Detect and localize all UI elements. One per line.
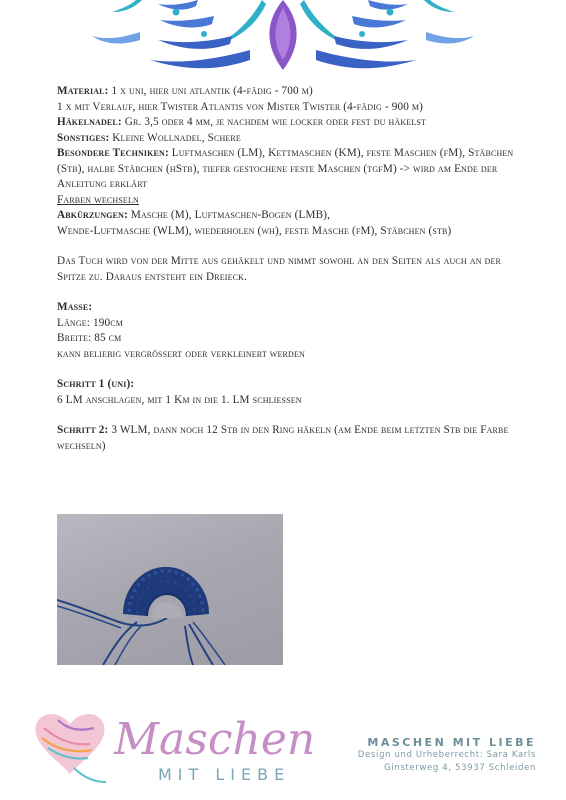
techniken-text: Luftmaschen (LM), Kettmaschen (KM), feste Maschen (fM), Stäbchen (Stb), halbe Stäbchen (hStb), tiefer gestochene feste Maschen (tgfM) -> wird am Ende der Anleitung erklärt bbox=[57, 147, 514, 190]
farben-wechseln-link[interactable]: Farben wechseln bbox=[57, 193, 139, 206]
techniken-label: Besondere Techniken: bbox=[57, 147, 169, 159]
masse-note: kann beliebig vergrössert oder verkleinert werden bbox=[57, 347, 305, 360]
abkuerzungen-line bbox=[57, 208, 517, 224]
abkuerzungen-label: Abkürzungen: bbox=[57, 209, 128, 221]
material-label: Material: bbox=[57, 85, 109, 97]
schritt1-label: Schritt 1 (uni): bbox=[57, 378, 135, 390]
sonstiges-line bbox=[57, 131, 517, 147]
material-text-1: 1 x uni, hier uni atlantik (4-fädig - 700 m) bbox=[108, 85, 313, 97]
schritt1-text: 6 LM anschlagen, mit 1 Km in die 1. LM schliessen bbox=[57, 393, 302, 406]
masse-label: Masse: bbox=[57, 301, 93, 313]
floral-ornament bbox=[0, 0, 566, 84]
abkuerzungen-text-1: Masche (M), Luftmaschen-Bogen (LMB), bbox=[127, 209, 331, 221]
haekelnadel-line bbox=[57, 115, 517, 131]
schritt2-label: Schritt 2: bbox=[57, 424, 109, 436]
brand-logo bbox=[30, 698, 320, 788]
schritt2-line bbox=[57, 423, 517, 454]
sonstiges-label: Sonstiges: bbox=[57, 131, 110, 144]
instructions-text bbox=[57, 84, 517, 454]
footer-info bbox=[358, 736, 536, 775]
intro-paragraph: Das Tuch wird von der Mitte aus gehäkelt und nimmt sowohl an den Seiten als auch an der Spitze zu. Daraus entsteht ein Dreieck. bbox=[57, 255, 502, 283]
masse-breite: Breite: 85 cm bbox=[57, 332, 122, 344]
schritt2-text: 3 WLM, dann noch 12 Stb in den Ring häkeln (am Ende beim letzten Stb die Farbe wechseln) bbox=[57, 424, 509, 452]
techniken-line bbox=[57, 146, 517, 193]
material-line-2: 1 x mit Verlauf, hier Twister Atlantis von Mister Twister (4-fädig - 900 m) bbox=[57, 100, 424, 113]
haekelnadel-text: Gr. 3,5 oder 4 mm, je nachdem wie locker oder fest du häkelst bbox=[121, 116, 427, 128]
crochet-photo bbox=[57, 514, 283, 665]
abkuerzungen-line-2: Wende-Luftmasche (WLM), wiederholen (wh), feste Masche (fM), Stäbchen (stb) bbox=[57, 224, 452, 237]
footer-address: Ginsterweg 4, 53937 Schleiden bbox=[384, 763, 536, 773]
masse-laenge: Länge: 190cm bbox=[57, 316, 123, 329]
logo-script-text: Maschen bbox=[114, 714, 316, 765]
logo-sub-text: MIT LIEBE bbox=[158, 765, 291, 784]
footer-credit: Design und Urheberrecht: Sara Karls bbox=[357, 750, 536, 760]
footer-brand: MASCHEN MIT LIEBE bbox=[367, 736, 536, 749]
sonstiges-text: Kleine Wollnadel, Schere bbox=[109, 131, 241, 144]
material-line bbox=[57, 84, 517, 100]
haekelnadel-label: Häkelnadel: bbox=[57, 116, 122, 128]
